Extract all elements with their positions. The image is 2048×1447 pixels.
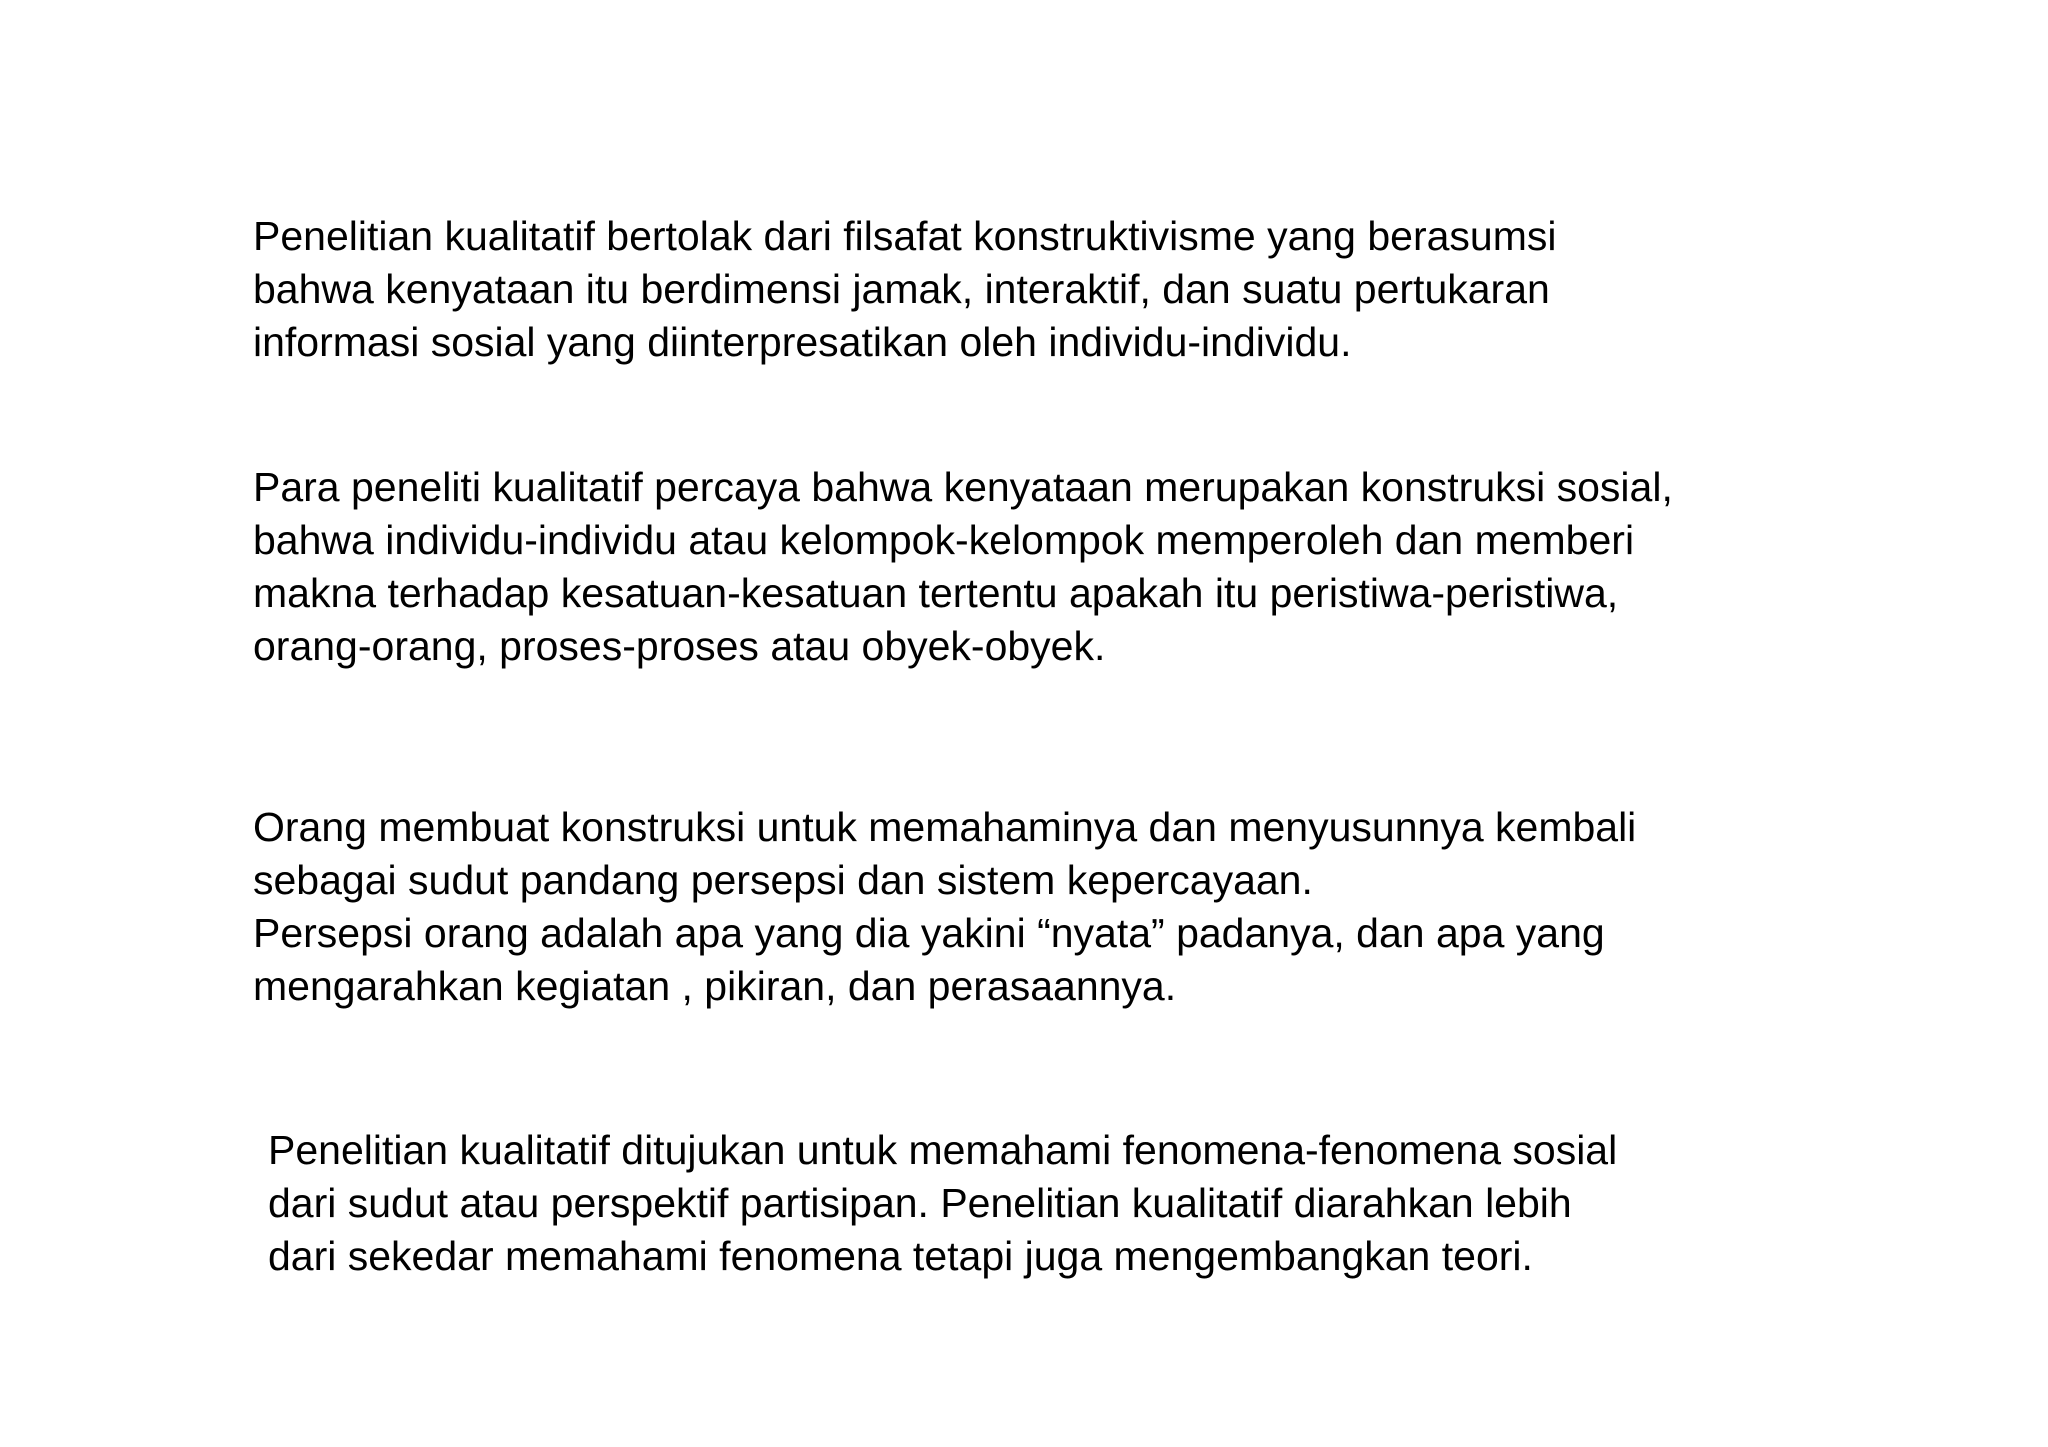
- paragraph-line: mengarahkan kegiatan , pikiran, dan perasaannya.: [253, 963, 1177, 1009]
- paragraph-2: [253, 461, 1673, 673]
- paragraph-line: sebagai sudut pandang persepsi dan sistem kepercayaan.: [253, 857, 1313, 903]
- paragraph-line: bahwa kenyataan itu berdimensi jamak, interaktif, dan suatu pertukaran: [253, 266, 1550, 312]
- paragraph-line: Para peneliti kualitatif percaya bahwa kenyataan merupakan konstruksi sosial,: [253, 464, 1673, 510]
- paragraph-line: bahwa individu-individu atau kelompok-kelompok memperoleh dan memberi: [253, 517, 1635, 563]
- paragraph-line: Penelitian kualitatif bertolak dari filsafat konstruktivisme yang berasumsi: [253, 213, 1557, 259]
- paragraph-line: dari sekedar memahami fenomena tetapi juga mengembangkan teori.: [268, 1233, 1533, 1279]
- paragraph-line: informasi sosial yang diinterpresatikan oleh individu-individu.: [253, 319, 1352, 365]
- paragraph-line: makna terhadap kesatuan-kesatuan tertentu apakah itu peristiwa-peristiwa,: [253, 570, 1619, 616]
- paragraph-line: orang-orang, proses-proses atau obyek-obyek.: [253, 623, 1106, 669]
- paragraph-1: [253, 210, 1557, 369]
- paragraph-line: Persepsi orang adalah apa yang dia yakini “nyata” padanya, dan apa yang: [253, 910, 1605, 956]
- paragraph-line: Orang membuat konstruksi untuk memahaminya dan menyusunnya kembali: [253, 804, 1637, 850]
- paragraph-4: [268, 1124, 1617, 1283]
- paragraph-3: [253, 801, 1636, 1013]
- paragraph-line: dari sudut atau perspektif partisipan. Penelitian kualitatif diarahkan lebih: [268, 1180, 1572, 1226]
- paragraph-line: Penelitian kualitatif ditujukan untuk memahami fenomena-fenomena sosial: [268, 1127, 1618, 1173]
